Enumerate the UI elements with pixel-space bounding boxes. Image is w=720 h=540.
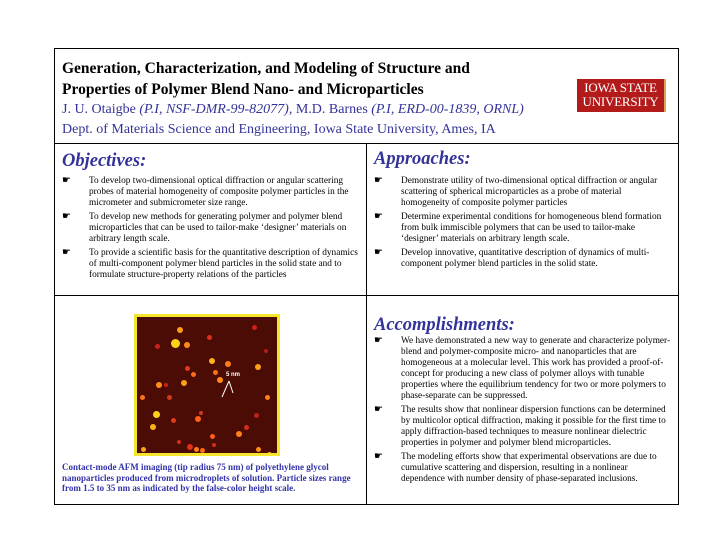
scale-arrows-icon — [219, 379, 239, 401]
title-line-2: Properties of Polymer Blend Nano- and Microparticles — [62, 81, 424, 98]
list-item: ☛ The modeling efforts show that experimental observations are due to cumulative scattering and dispersion, resulting in a nonlinear dependence with number density of phase-separated inclusions. — [374, 451, 657, 484]
slide-title — [62, 58, 562, 100]
logo-line-1: IOWA STATE — [584, 80, 657, 95]
pointing-hand-icon: ☛ — [374, 211, 383, 222]
figure-caption: Contact-mode AFM imaging (tip radius 75 nm) of polyethylene glycol nanoparticles produced from microdroplets of solution. Particle sizes range from 1.5 to 35 nm as indicated by the false-color height scale. — [62, 462, 351, 493]
list-item: ☛ The results show that nonlinear dispersion functions can be determined by multicolor optical diffraction, making it possible for the first time to apply diffraction-based techniques to measure nonlinear dielectric properties in polymer and polymer blend microparticles. — [374, 404, 666, 448]
pointing-hand-icon: ☛ — [62, 247, 71, 258]
scale-bar-label: 5 nm — [226, 372, 241, 378]
pointing-hand-icon: ☛ — [374, 175, 383, 186]
list-item: ☛ Determine experimental conditions for homogeneous blend formation from bulk immiscible polymers that can be used to tailor-make ‘designer’ materials on arbitrary length scale. — [374, 211, 662, 244]
pointing-hand-icon: ☛ — [374, 335, 383, 346]
accomplishments-list — [374, 336, 672, 488]
list-item: ☛ Develop innovative, quantitative description of dynamics of multi-component polymer blend particles in the solid state. — [374, 247, 650, 269]
objectives-heading: Objectives: — [62, 151, 147, 171]
authors-line — [62, 100, 582, 120]
author-1: J. U. Otaigbe — [62, 102, 140, 117]
author-2: M.D. Barnes — [292, 102, 372, 117]
title-line-1: Generation, Characterization, and Modeling of Structure and — [62, 60, 470, 77]
pointing-hand-icon: ☛ — [374, 451, 383, 462]
list-item: ☛ Demonstrate utility of two-dimensional optical diffraction or angular scattering of spherical microparticles as a probe of material homogeneity of composite polymer particles — [374, 175, 658, 208]
pointing-hand-icon: ☛ — [374, 247, 383, 258]
author-block — [62, 100, 582, 140]
pointing-hand-icon: ☛ — [374, 404, 383, 415]
iowa-state-logo — [577, 79, 666, 112]
list-item: ☛ To provide a scientific basis for the quantitative description of dynamics of multi-component polymer blend particles in the solid state and to formulate structure-property relations of the particles — [62, 247, 358, 280]
logo-line-2: UNIVERSITY — [582, 94, 659, 109]
list-item: ☛ To develop new methods for generating polymer and polymer blend microparticles that can be used to tailor-make ‘designer’ materials on arbitrary length scale. — [62, 211, 347, 244]
pointing-hand-icon: ☛ — [62, 175, 71, 186]
pointing-hand-icon: ☛ — [62, 211, 71, 222]
list-item: ☛ To develop two-dimensional optical diffraction or angular scattering probes of material homogeneity of composite polymer particles in the micrometer and submicrometer size range. — [62, 175, 349, 208]
affiliation: Dept. of Materials Science and Engineering, Iowa State University, Ames, IA — [62, 122, 496, 137]
approaches-heading: Approaches: — [374, 149, 471, 169]
author-1-grant: (P.I, NSF-DMR-99-82077), — [139, 102, 293, 117]
column-divider — [366, 143, 367, 505]
list-item: ☛ We have demonstrated a new way to generate and characterize polymer-blend and polymer-composite micro- and nanoparticles that are homogeneous at a molecular level. This work has provided a proof-of-concept for producing a new class of polymer alloys with tunable properties where the equilibrium tendency for two or more polymers to phase-separate can be suppressed. — [374, 335, 671, 401]
afm-image — [134, 314, 280, 456]
author-2-grant: (P.I, ERD-00-1839, ORNL) — [371, 102, 524, 117]
objectives-list — [62, 176, 358, 284]
approaches-list — [374, 176, 672, 273]
accomplishments-heading: Accomplishments: — [374, 315, 515, 335]
